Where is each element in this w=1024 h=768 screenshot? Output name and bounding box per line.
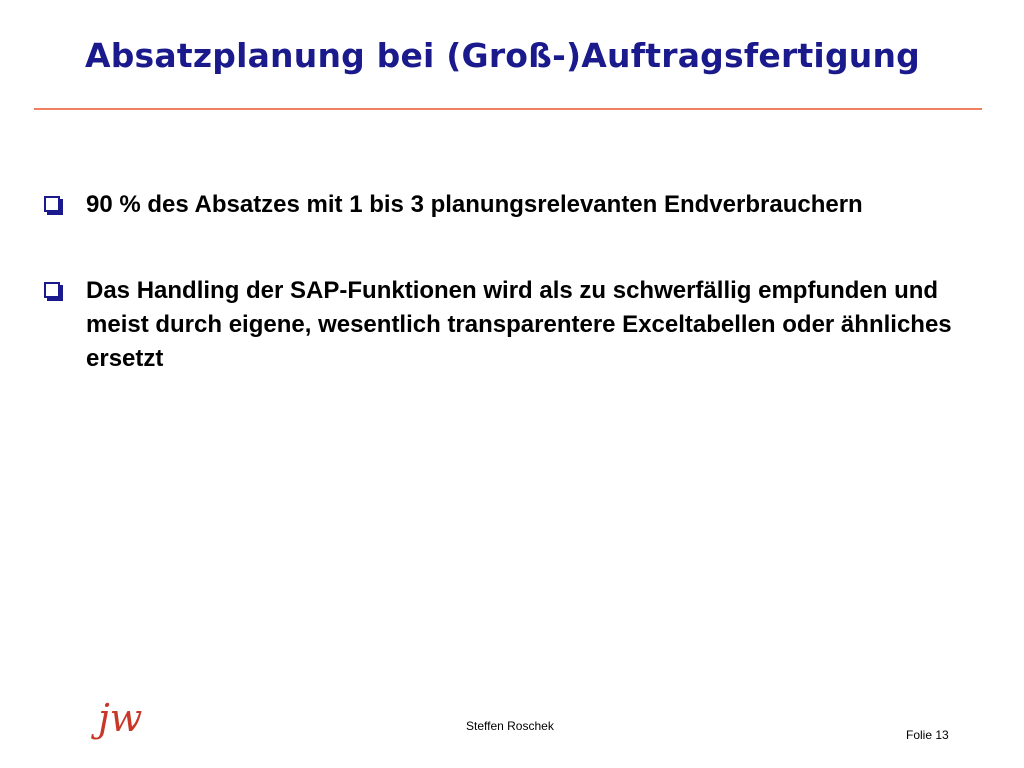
page-number: Folie 13 [906, 728, 949, 742]
bullet-list [44, 188, 964, 376]
bullet-item-2 [44, 274, 964, 376]
slide-title: Absatzplanung bei (Groß-)Auftragsfertigung [85, 36, 920, 75]
footer-author: Steffen Roschek [466, 719, 554, 733]
checkbox-bullet-icon [44, 282, 60, 298]
title-divider [34, 108, 982, 110]
bullet-text-2: Das Handling der SAP-Funktionen wird als zu schwerfällig empfunden und meist durch eigene, wesentlich transparentere Exceltabellen oder ähnliches ersetzt [86, 277, 952, 372]
jw-logo: jw [98, 696, 143, 740]
bullet-text-1: 90 % des Absatzes mit 1 bis 3 planungsrelevanten Endverbrauchern [86, 191, 863, 218]
checkbox-bullet-icon [44, 196, 60, 212]
bullet-item-1 [44, 188, 964, 222]
